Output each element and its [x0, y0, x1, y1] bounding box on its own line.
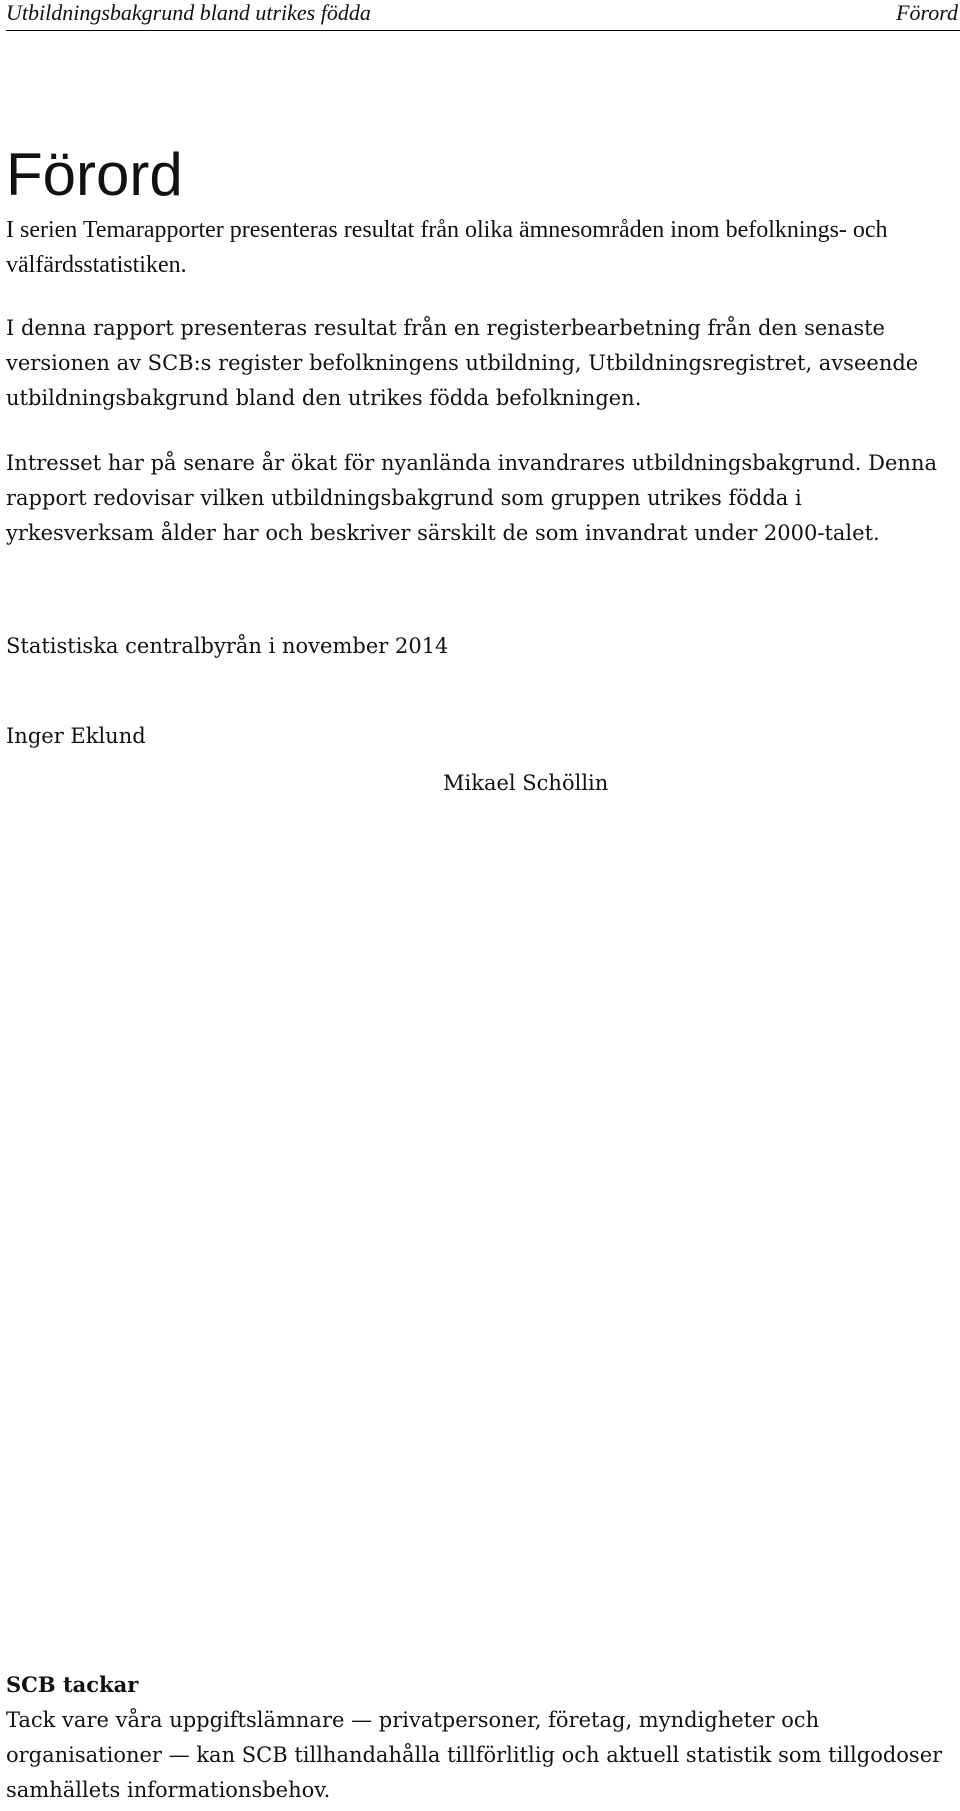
paragraph-background: Intresset har på senare år ökat för nyanlända invandrares utbildningsbakgrund. Denna rapport redovisar vilken utbildningsbakgrund som gruppen utrikes födda i yrkesverksam ålder har och beskriver särskilt de som invandrat under 2000-talet.	[6, 451, 937, 545]
signature-inger-eklund: Inger Eklund	[6, 724, 146, 748]
header-report-title: Utbildningsbakgrund bland utrikes födda	[6, 0, 371, 25]
page-title: Förord	[6, 141, 183, 208]
running-header	[6, 0, 960, 31]
paragraph-series-intro: I serien Temarapporter presenteras resultat från olika ämnesområden inom befolknings- och välfärdsstatistiken.	[6, 217, 888, 278]
place-date: Statistiska centralbyrån i november 2014	[6, 634, 449, 658]
header-section-title: Förord	[896, 0, 958, 25]
thanks-heading: SCB tackar	[6, 1672, 139, 1697]
thanks-text: Tack vare våra uppgiftslämnare — privatpersoner, företag, myndigheter och organisationer — kan SCB tillhandahålla tillförlitlig och aktuell statistik som tillgodoser samhällets informationsbehov.	[6, 1708, 943, 1802]
paragraph-report-description: I denna rapport presenteras resultat från en registerbearbetning från den senaste versionen av SCB:s register befolkningens utbildning, Utbildningsregistret, avseende utbildningsbakgrund bland den utrikes födda befolkningen.	[6, 316, 919, 410]
signature-mikael-schollin: Mikael Schöllin	[443, 771, 609, 795]
